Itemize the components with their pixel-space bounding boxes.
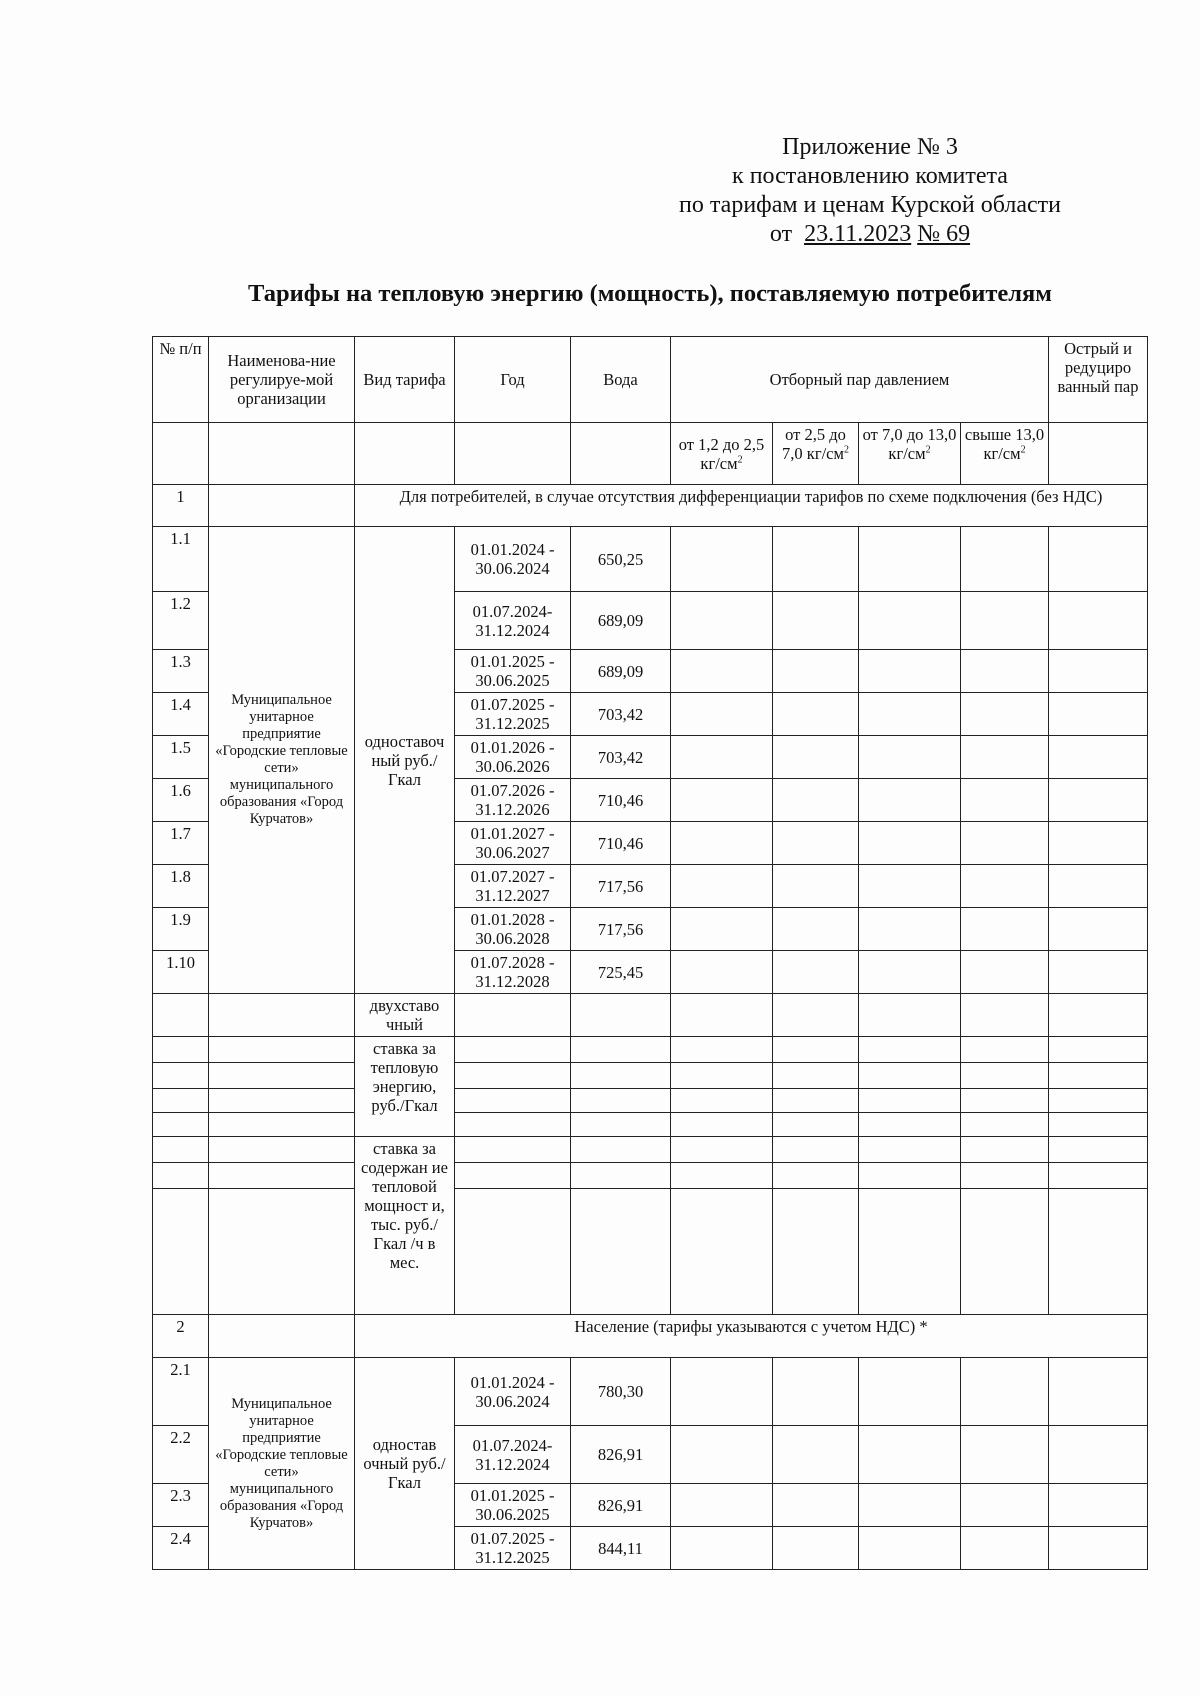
period: 01.01.2026 - 30.06.2026 [455,736,571,779]
row-number: 1.9 [153,908,209,951]
row-number: 2.2 [153,1426,209,1484]
row-number: 1.8 [153,865,209,908]
period: 01.01.2024 - 30.06.2024 [455,1358,571,1426]
tariff-value: 717,56 [571,865,671,908]
row-number: 1.2 [153,592,209,650]
tariff-value: 703,42 [571,736,671,779]
col-steam-header: Отборный пар давлением [671,337,1049,423]
table-row [153,527,1148,592]
table-row [153,1189,1148,1315]
row-number: 2.3 [153,1484,209,1527]
row-number: 2.4 [153,1527,209,1570]
tariff-type: одноставоч ный руб./Гкал [355,527,455,994]
period: 01.01.2028 - 30.06.2028 [455,908,571,951]
date-prefix: от [769,221,793,247]
tariff-value: 826,91 [571,1426,671,1484]
pressure-4-header: свыше 13,0 $кг/см^2$ [961,423,1049,485]
row-number: 1.7 [153,822,209,865]
tariff-value: 689,09 [571,592,671,650]
table-row [153,994,1148,1037]
section-title: Для потребителей, в случае отсутствия дифференциации тарифов по схеме подключения (без НДС) [355,485,1148,527]
row-number: 1.3 [153,650,209,693]
period: 01.07.2028 - 31.12.2028 [455,951,571,994]
section-number: 1 [153,485,209,527]
tariff-value: 844,11 [571,1527,671,1570]
organization-name: Муниципальное унитарное предприятие «Городские тепловые сети» муниципального образования «Город Курчатов» [209,1358,355,1570]
table-header-row [153,337,1148,423]
table-row [153,1063,1148,1089]
period: 01.01.2025 - 30.06.2025 [455,1484,571,1527]
resolution-date-line [640,220,1100,249]
period: 01.07.2024- 31.12.2024 [455,592,571,650]
section-title: Население (тарифы указываются с учетом НДС) * [355,1315,1148,1358]
table-row [153,1358,1148,1426]
col-water-header: Вода [571,337,671,423]
tariff-value: 650,25 [571,527,671,592]
tariff-value: 703,42 [571,693,671,736]
row-number: 2.1 [153,1358,209,1426]
two-part-tariff-label: двухставо чный [355,994,455,1037]
power-rate-label: ставка за содержан ие тепловой мощност и, тыс. руб./Гкал /ч в мес. [355,1137,455,1315]
pressure-3-header: от 7,0 до 13,0 $кг/см^2$ [859,423,961,485]
tariff-table [152,336,1148,1570]
heat-rate-label: ставка за тепловую энергию, руб./Гкал [355,1037,455,1137]
row-number: 1.4 [153,693,209,736]
row-number: 1.1 [153,527,209,592]
period: 01.01.2027 - 30.06.2027 [455,822,571,865]
period: 01.07.2025 - 31.12.2025 [455,693,571,736]
pressure-2-header: от 2,5 до 7,0 $кг/см^2$ [773,423,859,485]
col-year-header: Год [455,337,571,423]
table-row [153,1037,1148,1063]
organization-name: Муниципальное унитарное предприятие «Городские тепловые сети» муниципального образования «Город Курчатов» [209,527,355,994]
row-number: 1.10 [153,951,209,994]
tariff-type: одностав очный руб./Гкал [355,1358,455,1570]
tariff-value: 710,46 [571,779,671,822]
period: 01.07.2025 - 31.12.2025 [455,1527,571,1570]
committee-name: по тарифам и ценам Курской области [679,192,1061,218]
document-title: Тарифы на тепловую энергию (мощность), поставляемую потребителям [248,280,1052,307]
table-row [153,1137,1148,1163]
col-sharp-steam-header: Острый и редуциро ванный пар [1049,337,1148,423]
row-number: 1.6 [153,779,209,822]
table-row [153,1089,1148,1113]
tariff-value: 710,46 [571,822,671,865]
table-row [153,1113,1148,1137]
section-row [153,485,1148,527]
section-row [153,1315,1148,1358]
resolution-ref: к постановлению комитета [732,163,1008,189]
col-type-header: Вид тарифа [355,337,455,423]
col-org-header: Наименова-ние регулируе-мой организации [209,337,355,423]
period: 01.07.2024- 31.12.2024 [455,1426,571,1484]
document-header [640,133,1100,249]
period: 01.01.2025 - 30.06.2025 [455,650,571,693]
tariff-value: 826,91 [571,1484,671,1527]
period: 01.01.2024 - 30.06.2024 [455,527,571,592]
table-subheader-row [153,423,1148,485]
period: 01.07.2027 - 31.12.2027 [455,865,571,908]
resolution-date: 23.11.2023 [804,221,912,247]
row-number: 1.5 [153,736,209,779]
tariff-value: 725,45 [571,951,671,994]
period: 01.07.2026 - 31.12.2026 [455,779,571,822]
tariff-value: 780,30 [571,1358,671,1426]
tariff-value: 717,56 [571,908,671,951]
col-num-header: № п/п [153,337,209,423]
tariff-value: 689,09 [571,650,671,693]
appendix-number: Приложение № 3 [782,134,958,160]
pressure-1-header: от 1,2 до 2,5 $кг/см^2$ [671,423,773,485]
table-row [153,1163,1148,1189]
resolution-number: № 69 [917,221,971,247]
section-number: 2 [153,1315,209,1358]
